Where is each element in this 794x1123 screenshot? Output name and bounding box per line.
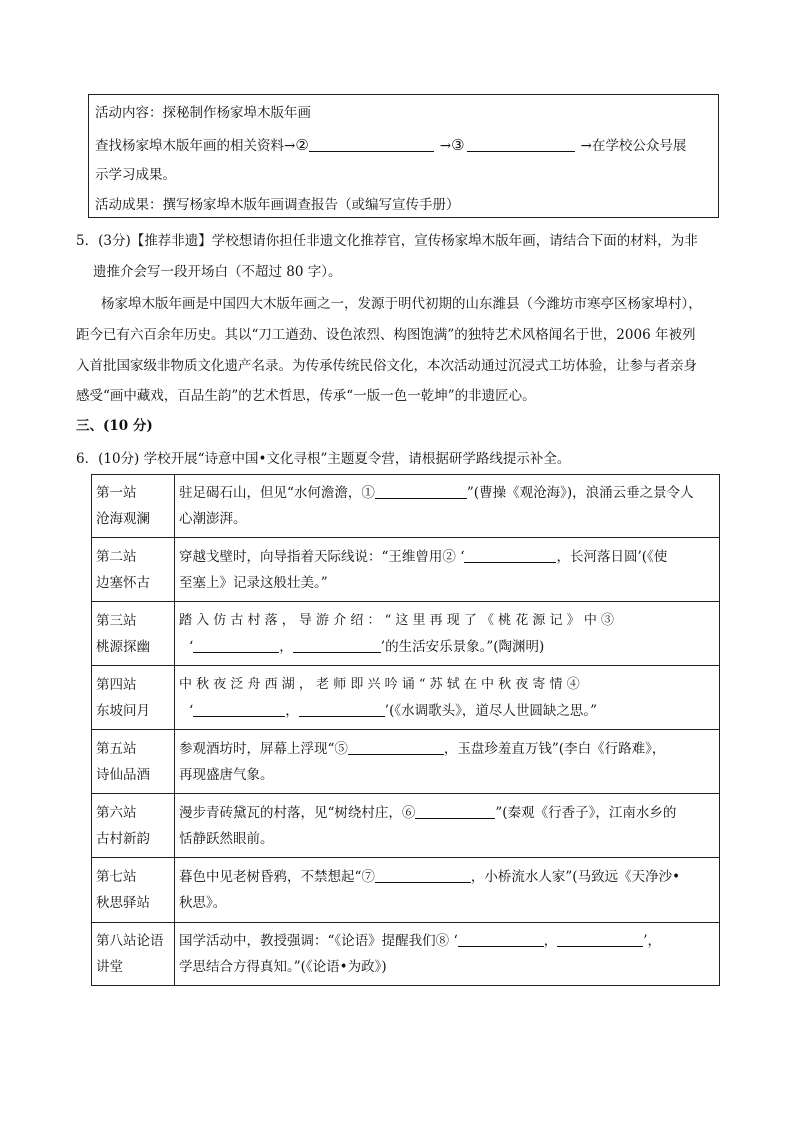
activity-result: 活动成果：撰写杨家埠木版年画调查报告（或编写宣传手册）: [95, 197, 460, 213]
route-table: [91, 474, 720, 986]
section-3-heading: 三、(10 分): [76, 418, 153, 434]
q5-material-1: 杨家埠木版年画是中国四大木版年画之一，发源于明代初期的山东潍县（今潍坊市寒亭区杨家埠村），: [101, 296, 702, 312]
activity-box: [88, 94, 719, 218]
table-row: [92, 475, 720, 538]
station-prompt: 中 秋 夜 泛 舟 西 湖 ， 老 师 即 兴 吟 诵 “ 苏 轼 在 中 秋 夜 寄 情 ④ ‘ ， ’(《水调歌头》，道尽人世圆缺之思。”: [175, 666, 720, 730]
station-name: 第四站 东坡问月: [92, 666, 175, 730]
table-row: [92, 666, 720, 730]
blank-8a[interactable]: [458, 932, 544, 947]
station-name: 第六站 古村新韵: [92, 794, 175, 858]
activity-content: 活动内容：探秘制作杨家埠木版年画: [95, 105, 311, 121]
blank-4a[interactable]: [193, 702, 285, 717]
station-prompt: 暮色中见老树昏鸦，不禁想起“⑦ ，小桥流水人家”(马致远《天净沙• 秋思》。: [175, 858, 720, 923]
station-name: 第一站 沧海观澜: [92, 475, 175, 538]
station-name: 第七站 秋思驿站: [92, 858, 175, 923]
marker-2: ②: [295, 136, 309, 154]
station-prompt: 踏 入 仿 古 村 落 ， 导 游 介 绍 ： “ 这 里 再 现 了 《 桃 花 源 记 》 中 ③ ‘ ， ’的生活安乐景象。”(陶渊明): [175, 602, 720, 666]
blank-2[interactable]: [464, 548, 556, 563]
station-prompt: 穿越戈壁时，向导指着天际线说：“王维曾用② ‘ ，长河落日圆’(《使 至塞上》记录这般壮美。”: [175, 538, 720, 602]
table-row: [92, 794, 720, 858]
activity-flow: 查找杨家埠木版年画的相关资料→② →③ →在学校公众号展: [95, 136, 687, 154]
station-prompt: 参观酒坊时，屏幕上浮现“⑤ ，玉盘珍羞直万钱”(李白《行路难》， 再现盛唐气象。: [175, 730, 720, 794]
station-name: 第八站论语 讲堂: [92, 923, 175, 986]
station-name: 第五站 诗仙品酒: [92, 730, 175, 794]
station-prompt: 国学活动中，教授强调：“《论语》提醒我们⑧ ‘ ， ’， 学思结合方得真知。”(《论语•为政》): [175, 923, 720, 986]
station-prompt: 漫步青砖黛瓦的村落，见“树绕村庄，⑥ ”(秦观《行香子》，江南水乡的 恬静跃然眼前。: [175, 794, 720, 858]
blank-8b[interactable]: [557, 932, 643, 947]
blank-5[interactable]: [348, 740, 444, 755]
q5-prompt-cont: 遗推介会写一段开场白（不超过 80 字）。: [93, 264, 342, 280]
q5-material-3: 入首批国家级非物质文化遗产名录。为传承传统民俗文化，本次活动通过沉浸式工坊体验，让参与者亲身: [76, 358, 697, 374]
q5-material-2: 距今已有六百余年历史。其以“刀工遒劲、设色浓烈、构图饱满”的独特艺术风格闻名于世，2006 年被列: [76, 327, 696, 343]
station-name: 第三站 桃源探幽: [92, 602, 175, 666]
blank-6[interactable]: [415, 804, 495, 819]
blank-7[interactable]: [375, 868, 471, 883]
blank-2[interactable]: [309, 137, 434, 152]
blank-3b[interactable]: [293, 638, 381, 653]
q5-material-4: 感受“画中藏戏，百品生韵”的艺术哲思，传承“一版一色一乾坤”的非遗匠心。: [76, 388, 536, 404]
station-name: 第二站 边塞怀古: [92, 538, 175, 602]
q5-prompt: 5．(3分)【推荐非遗】学校想请你担任非遗文化推荐官，宣传杨家埠木版年画，请结合下面的材料，为非: [76, 233, 698, 249]
table-row: [92, 858, 720, 923]
table-row: [92, 730, 720, 794]
marker-3: ③: [451, 136, 465, 154]
table-row: [92, 923, 720, 986]
q6-prompt: 6．(10分) 学校开展“诗意中国•文化寻根”主题夏令营，请根据研学路线提示补全。: [76, 451, 571, 467]
blank-1[interactable]: [375, 484, 467, 499]
activity-flow-wrap: 示学习成果。: [95, 167, 176, 183]
table-row: [92, 538, 720, 602]
table-row: [92, 602, 720, 666]
blank-3a[interactable]: [193, 638, 279, 653]
blank-3[interactable]: [467, 137, 575, 152]
station-prompt: 驻足碣石山，但见“水何澹澹，① ”(曹操《观沧海》)，浪涌云垂之景令人 心潮澎湃。: [175, 475, 720, 538]
blank-4b[interactable]: [299, 702, 385, 717]
